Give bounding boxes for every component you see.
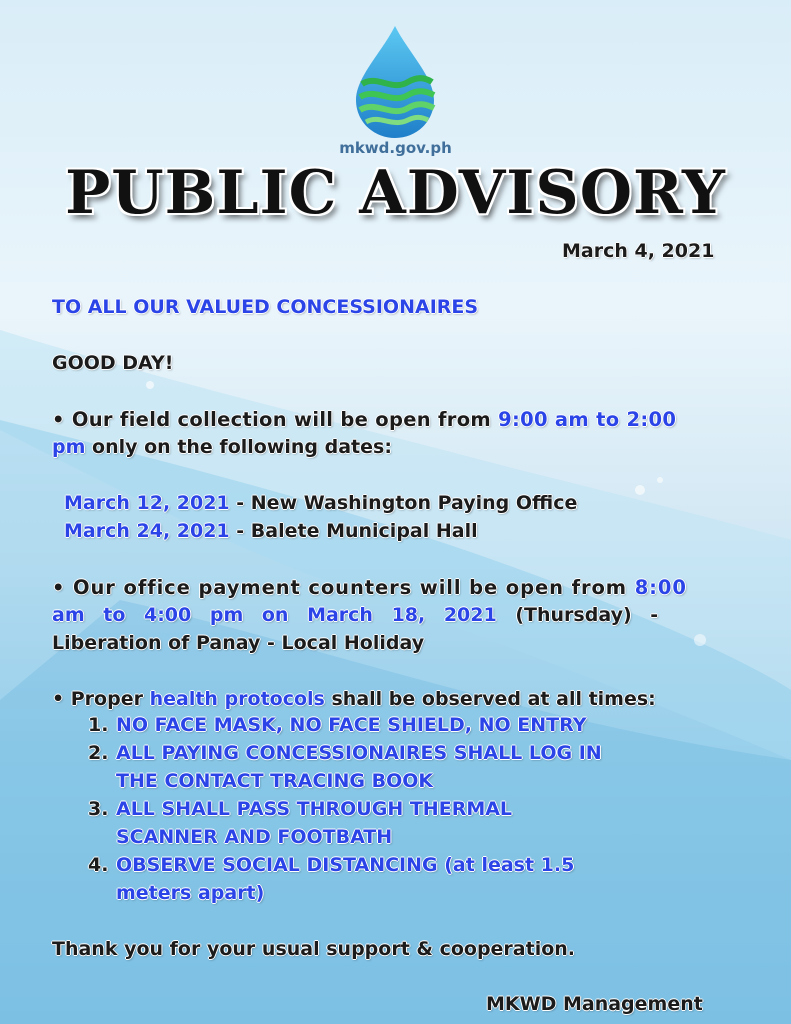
protocol-item-text: THE CONTACT TRACING BOOK bbox=[116, 770, 434, 792]
office-line-2: am to 4:00 pm on March 18, 2021 (Thursday) - bbox=[52, 604, 659, 626]
protocol-number: 2. bbox=[88, 742, 109, 764]
collection-line-1: • Our field collection will be open from 9:00 am to 2:00 bbox=[52, 408, 677, 431]
thank-you-line: Thank you for your usual support & cooperation. bbox=[52, 938, 576, 960]
schedule-item: March 12, 2021 - New Washington Paying Office bbox=[64, 492, 578, 514]
mkwd-water-drop-logo bbox=[352, 22, 438, 142]
signature: MKWD Management bbox=[486, 993, 703, 1015]
protocol-item-text: NO FACE MASK, NO FACE SHIELD, NO ENTRY bbox=[116, 714, 587, 736]
protocol-number: 3. bbox=[88, 798, 109, 820]
office-line-1: • Our office payment counters will be open from 8:00 bbox=[52, 576, 687, 599]
greeting: GOOD DAY! bbox=[52, 352, 174, 374]
advisory-date: March 4, 2021 bbox=[562, 240, 715, 262]
protocol-number: 4. bbox=[88, 854, 109, 876]
protocol-item-text: ALL PAYING CONCESSIONAIRES SHALL LOG IN bbox=[116, 742, 602, 764]
salutation: TO ALL OUR VALUED CONCESSIONAIRES bbox=[52, 296, 479, 318]
protocols-intro: • Proper health protocols shall be observed at all times: bbox=[52, 688, 656, 710]
protocol-number: 1. bbox=[88, 714, 109, 736]
schedule-item: March 24, 2021 - Balete Municipal Hall bbox=[64, 520, 478, 542]
collection-line-2: pm only on the following dates: bbox=[52, 436, 392, 458]
website-url: mkwd.gov.ph bbox=[339, 139, 452, 157]
protocol-item-text: OBSERVE SOCIAL DISTANCING (at least 1.5 bbox=[116, 854, 575, 876]
office-line-3: Liberation of Panay - Local Holiday bbox=[52, 632, 425, 654]
advisory-title: PUBLIC ADVISORY bbox=[65, 158, 726, 228]
protocol-item-text: SCANNER AND FOOTBATH bbox=[116, 826, 393, 848]
protocol-item-text: meters apart) bbox=[116, 882, 265, 904]
protocol-item-text: ALL SHALL PASS THROUGH THERMAL bbox=[116, 798, 513, 820]
